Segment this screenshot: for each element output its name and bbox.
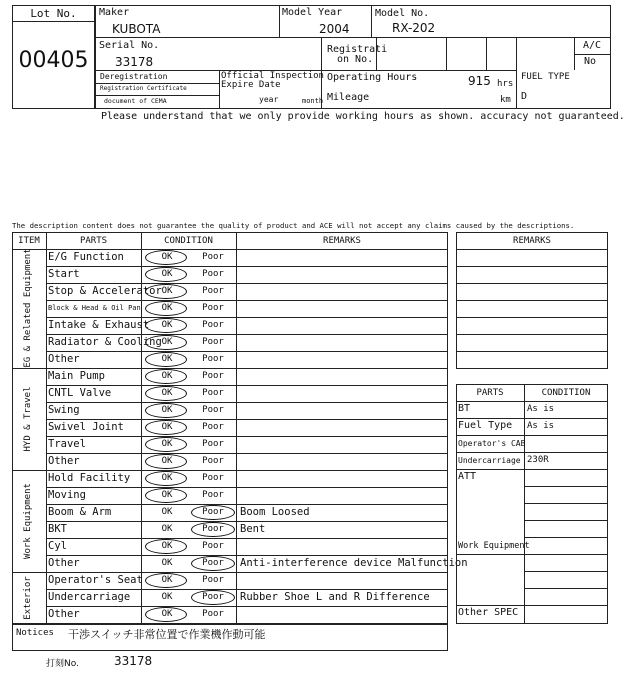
part-name: Cyl [48,540,67,552]
ok-selected-mark [145,250,187,265]
condition-poor: Poor [202,422,224,432]
other-spec-label: Other SPEC [458,607,519,618]
work-equipment-label: Work Equipment [458,541,530,551]
condition-poor: Poor [202,337,224,347]
year-label: year [259,95,279,104]
header-item: ITEM [18,236,40,246]
header-condition: CONDITION [164,236,213,246]
part-name: Undercarriage [48,591,131,603]
ok-selected-mark [145,454,187,469]
part-name: Hold Facility [48,472,131,484]
condition-ok: OK [161,269,173,279]
part-name: Start [48,268,80,280]
condition-poor: Poor [202,405,224,415]
operating-hours-value: 915 [468,74,491,88]
att-label: ATT [458,471,477,482]
ok-selected-mark [145,318,187,333]
ok-selected-mark [145,471,187,486]
condition-ok: OK [161,354,173,364]
condition-ok: OK [161,405,173,415]
stamp-label: 打刻No. [46,659,79,669]
condition-ok: OK [161,303,173,313]
condition-poor: Poor [202,371,224,381]
condition-ok: OK [161,252,173,262]
header-parts: PARTS [79,236,108,246]
stamp-number: 33178 [114,654,153,668]
right-part-name: BT [458,403,471,414]
condition-poor: Poor [202,490,224,500]
condition-poor: Poor [202,303,224,313]
condition-poor: Poor [202,320,224,330]
group-hyd-label: HYD & Travel [23,386,33,452]
maker-label: Maker [99,7,130,18]
model-year-label: Model Year [282,7,343,18]
condition-ok: OK [161,609,173,619]
right-part-name: Fuel Type [458,420,513,431]
model-year-value: 2004 [319,22,350,36]
cema-doc-label: document of CEMA [104,97,167,105]
right-parts-header: PARTS [476,388,504,398]
group-work-label: Work Equipment [23,483,33,559]
hrs-unit: hrs [497,79,514,89]
condition-poor: Poor [202,507,224,517]
deregistration-label: Deregistration [100,72,168,81]
ok-selected-mark [145,301,187,316]
condition-poor: Poor [202,388,224,398]
condition-poor: Poor [202,269,224,279]
remark-text: Anti-interference device Malfunction [240,557,468,569]
ok-selected-mark [145,369,187,384]
fuel-type-value: D [521,91,528,102]
condition-ok: OK [161,337,173,347]
condition-ok: OK [161,507,173,517]
condition-ok: OK [161,558,173,568]
ac-value: No [584,56,597,67]
right-part-condition: As is [527,421,555,431]
condition-poor: Poor [202,473,224,483]
serial-label: Serial No. [99,40,160,51]
model-no-label: Model No. [375,8,430,19]
maker-value: KUBOTA [112,22,161,36]
condition-poor: Poor [202,252,224,262]
registration-no-label-1: Registrati [327,44,388,55]
lot-label: Lot No. [30,7,77,20]
condition-poor: Poor [202,456,224,466]
part-name: Boom & Arm [48,506,112,518]
condition-ok: OK [161,456,173,466]
condition-ok: OK [161,473,173,483]
right-remarks-header: REMARKS [513,236,551,246]
part-name: E/G Function [48,251,124,263]
part-name: Swing [48,404,80,416]
condition-poor: Poor [202,575,224,585]
poor-selected-mark [191,522,235,537]
condition-ok: OK [161,524,173,534]
ok-selected-mark [145,420,187,435]
ok-selected-mark [145,284,187,299]
registration-no-label-2: on No. [337,54,374,65]
ok-selected-mark [145,335,187,350]
condition-ok: OK [161,490,173,500]
part-name: Other [48,557,80,569]
hours-notice: Please understand that we only provide working hours as shown. accuracy not guaranteed. [101,111,625,122]
part-name: Other [48,455,80,467]
km-unit: km [500,95,511,105]
part-name: Block & Head & Oil Pan [48,304,141,312]
ok-selected-mark [145,352,187,367]
condition-ok: OK [161,592,173,602]
ok-selected-mark [145,437,187,452]
right-part-condition: 230R [527,455,549,465]
part-name: Travel [48,438,86,450]
condition-poor: Poor [202,558,224,568]
poor-selected-mark [191,556,235,571]
poor-selected-mark [191,505,235,520]
part-name: CNTL Valve [48,387,112,399]
notices-text: 干渉スイッチ非常位置で作業機作動可能 [68,628,266,641]
condition-ok: OK [161,371,173,381]
condition-poor: Poor [202,541,224,551]
condition-ok: OK [161,575,173,585]
condition-poor: Poor [202,592,224,602]
condition-poor: Poor [202,524,224,534]
condition-poor: Poor [202,439,224,449]
part-name: Moving [48,489,86,501]
header-remarks: REMARKS [323,236,361,246]
remark-text: Rubber Shoe L and R Difference [240,591,430,603]
part-name: Swivel Joint [48,421,124,433]
remark-text: Bent [240,523,266,535]
condition-ok: OK [161,320,173,330]
notices-label: Notices [16,628,54,638]
ok-selected-mark [145,607,187,622]
group-eg-label: EG & Related Equipment [23,248,33,368]
inspection-label-2: Expire Date [221,80,281,90]
part-name: Intake & Exhaust [48,319,150,331]
disclaimer: The description content does not guarantee the quality of product and ACE will not accept any claims caused by the descriptions. [12,221,575,230]
part-name: Operator's Seat [48,574,143,586]
condition-ok: OK [161,541,173,551]
model-no-value: RX-202 [392,21,436,35]
ok-selected-mark [145,573,187,588]
month-label: month [302,97,324,105]
part-name: Other [48,608,80,620]
poor-selected-mark [191,590,235,605]
part-name: Other [48,353,80,365]
part-name: Stop & Accelerator [48,285,162,297]
condition-poor: Poor [202,354,224,364]
part-name: Radiator & Cooling [48,336,162,348]
fuel-type-label: FUEL TYPE [521,72,570,82]
lot-number: 00405 [18,48,89,73]
right-part-condition: As is [527,404,555,414]
part-name: BKT [48,523,67,535]
part-name: Main Pump [48,370,105,382]
condition-poor: Poor [202,286,224,296]
ok-selected-mark [145,267,187,282]
operating-hours-label: Operating Hours [327,72,418,83]
condition-ok: OK [161,422,173,432]
ok-selected-mark [145,539,187,554]
serial-value: 33178 [115,55,154,69]
ac-label: A/C [583,40,602,51]
condition-poor: Poor [202,609,224,619]
ok-selected-mark [145,488,187,503]
right-condition-header: CONDITION [541,388,591,398]
group-exterior-label: Exterior [23,576,33,620]
inspection-label-1: Official Inspection [221,71,324,81]
condition-ok: OK [161,286,173,296]
remark-text: Boom Loosed [240,506,310,518]
condition-ok: OK [161,439,173,449]
registration-cert-label: Registration Certificate [100,85,187,92]
mileage-label: Mileage [327,92,370,103]
right-part-name: Undercarriage [458,456,521,465]
ok-selected-mark [145,386,187,401]
right-part-name: Operator's CAB [458,439,526,448]
ok-selected-mark [145,403,187,418]
condition-ok: OK [161,388,173,398]
